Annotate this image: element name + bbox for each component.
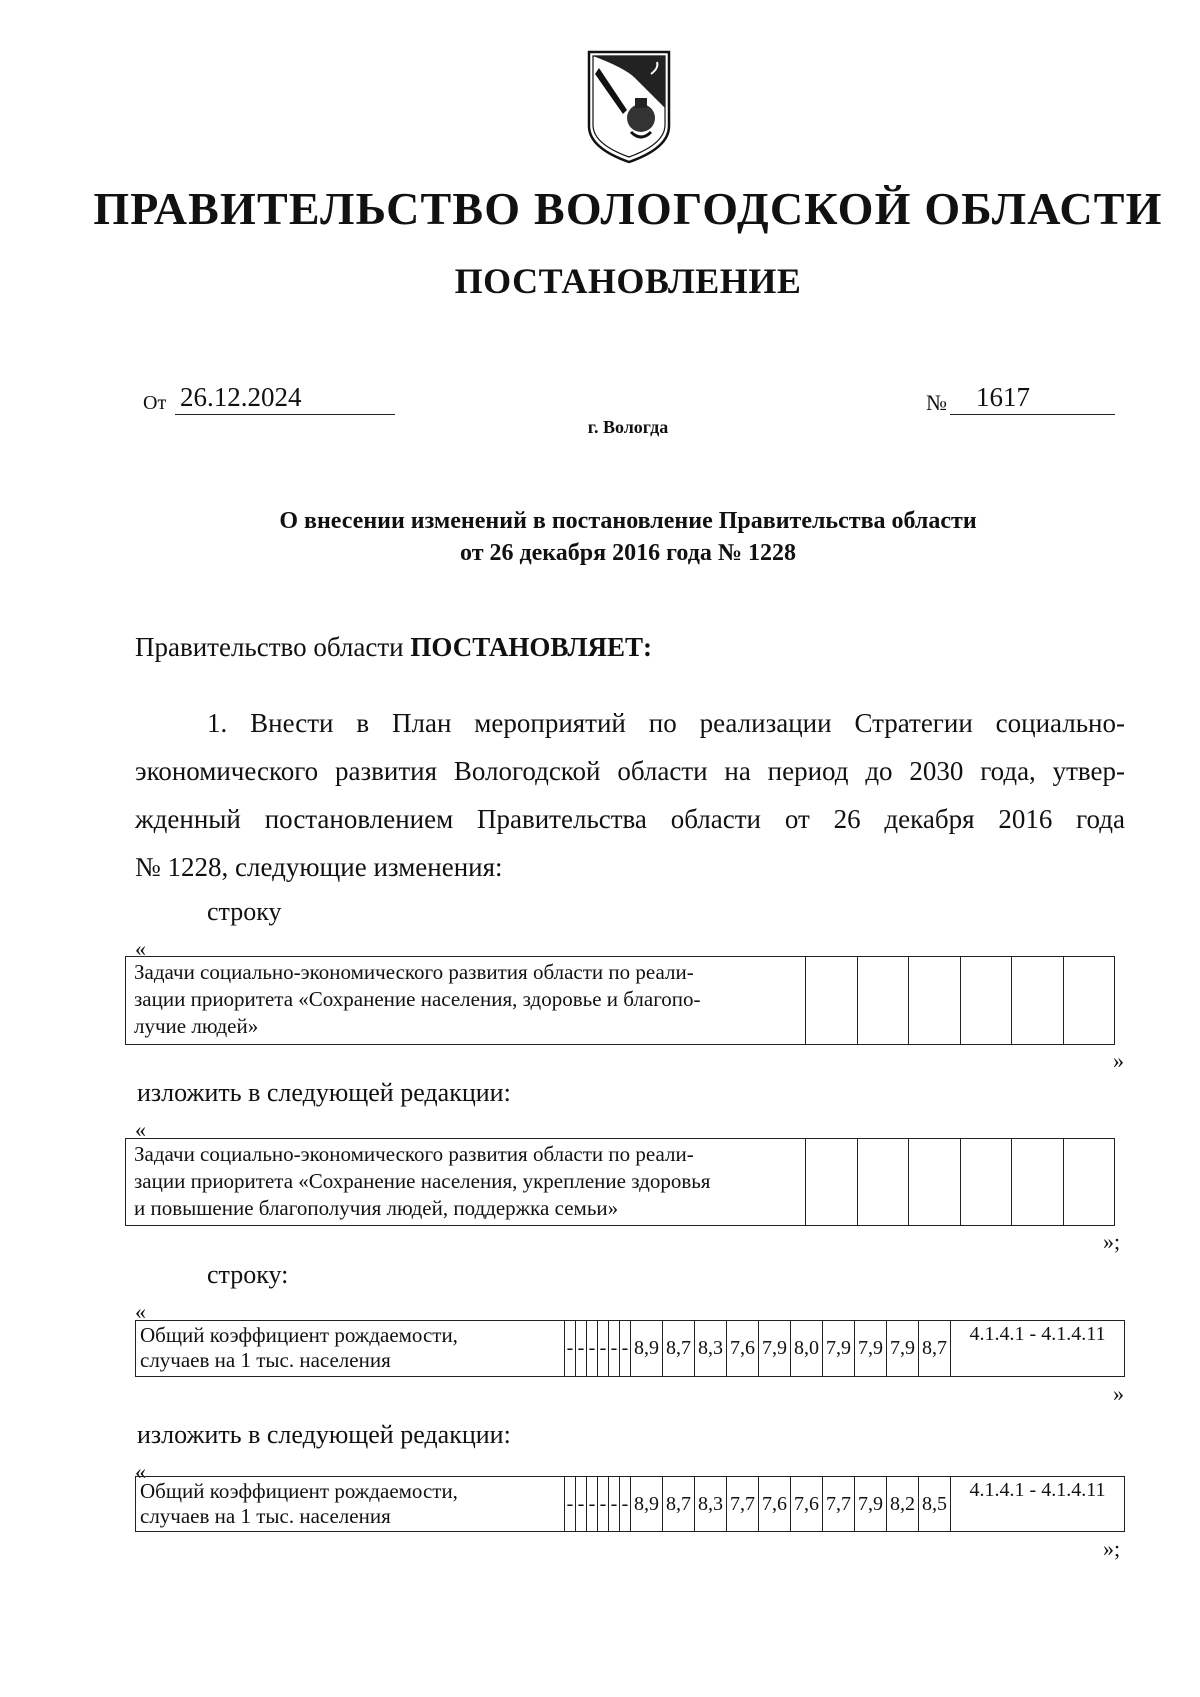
document-number: 1617: [950, 380, 1115, 415]
value-cell: 7,6: [759, 1477, 791, 1532]
value-cell: 7,9: [887, 1321, 919, 1377]
value-cell: 8,9: [631, 1477, 663, 1532]
value-cell: -: [587, 1477, 598, 1532]
row-label: строку:: [207, 1260, 289, 1289]
task-line: и повышение благополучия людей, поддержка семьи»: [134, 1196, 619, 1220]
empty-cell: [857, 1139, 908, 1226]
value-cell: 8,3: [695, 1321, 727, 1377]
indicator-cell: [136, 1321, 565, 1377]
value-cell: -: [576, 1321, 587, 1377]
document-subject: [0, 505, 1200, 569]
empty-cell: [909, 1139, 960, 1226]
indicator-line: Общий коэффициент рождаемости,: [140, 1479, 458, 1503]
close-quote: »: [1113, 1048, 1124, 1073]
close-quote: »: [1113, 1381, 1124, 1406]
paragraph-1: [135, 699, 1125, 891]
value-cell: -: [598, 1477, 609, 1532]
paragraph-line: жденный постановлением Правительства области от 26 декабря 2016 года: [135, 804, 1125, 834]
value-cell: 7,7: [823, 1477, 855, 1532]
value-cell: -: [609, 1321, 620, 1377]
empty-cell: [960, 1139, 1011, 1226]
task-text-cell: [126, 957, 806, 1045]
government-title: ПРАВИТЕЛЬСТВО ВОЛОГОДСКОЙ ОБЛАСТИ: [93, 183, 1163, 234]
paragraph-line: 1. Внести в План мероприятий по реализации Стратегии социально-: [207, 708, 1125, 738]
indicator-line: случаев на 1 тыс. населения: [140, 1504, 391, 1528]
value-cell: -: [587, 1321, 598, 1377]
empty-cell: [1063, 957, 1115, 1045]
intro-sentence: [135, 632, 652, 663]
value-cell: 8,0: [791, 1321, 823, 1377]
task-line: лучие людей»: [134, 1014, 259, 1038]
empty-cell: [806, 957, 857, 1045]
value-cell: -: [576, 1477, 587, 1532]
city-label: г. Вологда: [587, 417, 669, 437]
subject-line-2: от 26 декабря 2016 года № 1228: [460, 540, 796, 566]
value-cell: 7,6: [791, 1477, 823, 1532]
close-quote-semicolon: »;: [1103, 1536, 1121, 1561]
task-line: зации приоритета «Сохранение населения, укрепление здоровья: [134, 1169, 711, 1193]
value-cell: 7,9: [855, 1321, 887, 1377]
intro-decree-word: ПОСТАНОВЛЯЕТ:: [410, 632, 652, 662]
value-cell: 7,9: [759, 1321, 791, 1377]
empty-cell: [1012, 1139, 1063, 1226]
empty-cell: [1012, 957, 1063, 1045]
paragraph-line: № 1228, следующие изменения:: [135, 852, 503, 882]
document-date: 26.12.2024: [175, 380, 395, 415]
value-cell: 7,6: [727, 1321, 759, 1377]
value-cell: 8,5: [919, 1477, 951, 1532]
indicator-line: случаев на 1 тыс. населения: [140, 1348, 391, 1372]
open-quote: «: [135, 1117, 146, 1142]
task-table-new: [125, 1138, 1115, 1226]
indicator-cell: [136, 1477, 565, 1532]
row-label: строку: [207, 897, 282, 926]
paragraph-line: экономического развития Вологодской области на период до 2030 года, утвер-: [135, 756, 1125, 786]
intro-text: Правительство области: [135, 632, 411, 662]
open-quote: «: [135, 1299, 146, 1324]
empty-cell: [1063, 1139, 1115, 1226]
empty-cell: [857, 957, 908, 1045]
task-line: Задачи социально-экономического развития области по реали-: [134, 1142, 694, 1166]
activity-code-cell: 4.1.4.1 - 4.1.4.11: [951, 1477, 1125, 1532]
number-prefix: №: [926, 390, 947, 415]
task-line: зации приоритета «Сохранение населения, здоровье и благопо-: [134, 987, 701, 1011]
open-quote: «: [135, 1459, 146, 1484]
value-cell: 8,9: [631, 1321, 663, 1377]
open-quote: «: [135, 936, 146, 961]
value-cell: 8,2: [887, 1477, 919, 1532]
value-cell: -: [620, 1321, 631, 1377]
new-edition-label: изложить в следующей редакции:: [137, 1078, 511, 1107]
birth-rate-table-old: [135, 1320, 1125, 1377]
value-cell: 7,7: [727, 1477, 759, 1532]
subject-line-1: О внесении изменений в постановление Правительства области: [279, 508, 977, 534]
value-cell: 8,7: [919, 1321, 951, 1377]
new-edition-label: изложить в следующей редакции:: [137, 1420, 511, 1449]
value-cell: 8,3: [695, 1477, 727, 1532]
indicator-line: Общий коэффициент рождаемости,: [140, 1323, 458, 1347]
date-prefix: От: [143, 392, 167, 414]
coat-of-arms-emblem: [585, 48, 673, 164]
value-cell: -: [565, 1477, 576, 1532]
value-cell: -: [609, 1477, 620, 1532]
value-cell: -: [598, 1321, 609, 1377]
close-quote-semicolon: »;: [1103, 1229, 1121, 1254]
birth-rate-table-new: [135, 1476, 1125, 1532]
value-cell: 8,7: [663, 1477, 695, 1532]
task-text-cell: [126, 1139, 806, 1226]
document-type: ПОСТАНОВЛЕНИЕ: [454, 261, 802, 301]
empty-cell: [909, 957, 960, 1045]
empty-cell: [960, 957, 1011, 1045]
value-cell: 8,7: [663, 1321, 695, 1377]
task-line: Задачи социально-экономического развития области по реали-: [134, 960, 694, 984]
value-cell: 7,9: [823, 1321, 855, 1377]
value-cell: 7,9: [855, 1477, 887, 1532]
activity-code-cell: 4.1.4.1 - 4.1.4.11: [951, 1321, 1125, 1377]
empty-cell: [806, 1139, 857, 1226]
task-table-old: [125, 956, 1115, 1045]
value-cell: -: [565, 1321, 576, 1377]
value-cell: -: [620, 1477, 631, 1532]
